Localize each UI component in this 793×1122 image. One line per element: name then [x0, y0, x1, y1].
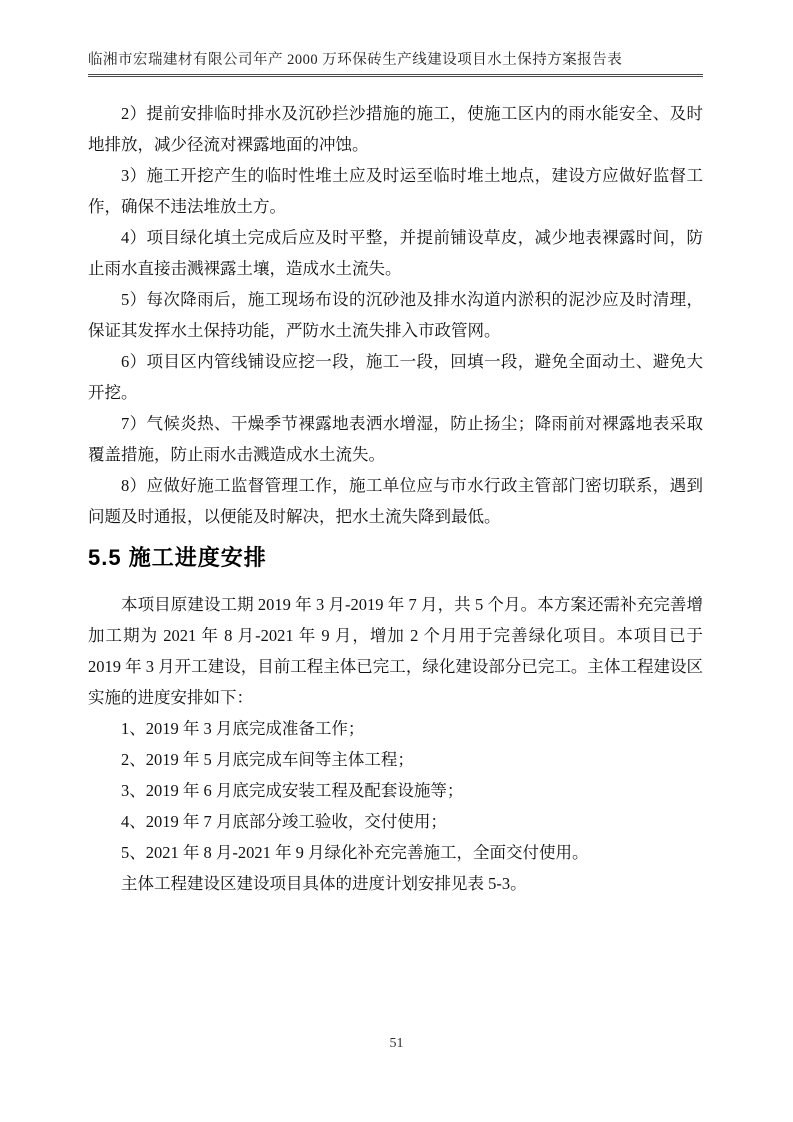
intro-paragraph: 本项目原建设工期 2019 年 3 月-2019 年 7 月，共 5 个月。本方案还需补充完善增加工期为 2021 年 8 月-2021 年 9 月，增加 2 个月用于完善绿化项目。本项目已于 2019 年 3 月开工建设，目前工程主体已完工，绿化建设部分已完工。主体工程建设区实施的进度安排如下：: [88, 595, 703, 707]
schedule-item-1: 1、2019 年 3 月底完成准备工作；: [121, 719, 365, 738]
schedule-item-2: 2、2019 年 5 月底完成车间等主体工程；: [121, 750, 414, 769]
header-title: 临湘市宏瑞建材有限公司年产 2000 万环保砖生产线建设项目水土保持方案报告表: [88, 52, 623, 68]
schedule-item-3: 3、2019 年 6 月底完成安装工程及配套设施等；: [121, 781, 464, 800]
measure-paragraph-2: 2）提前安排临时排水及沉砂拦沙措施的施工，使施工区内的雨水能安全、及时地排放，减少径流对裸露地面的冲蚀。: [88, 104, 703, 154]
schedule-item-5: 5、2021 年 8 月-2021 年 9 月绿化补充完善施工，全面交付使用。: [121, 843, 589, 862]
measure-paragraph-6: 6）项目区内管线铺设应挖一段，施工一段，回填一段，避免全面动土、避免大开挖。: [88, 352, 703, 402]
measure-paragraph-7: 7）气候炎热、干燥季节裸露地表洒水增湿，防止扬尘；降雨前对裸露地表采取覆盖措施，防止雨水击溅造成水土流失。: [88, 414, 703, 464]
schedule-item-4: 4、2019 年 7 月底部分竣工验收，交付使用；: [121, 812, 447, 831]
measure-paragraph-5: 5）每次降雨后，施工现场布设的沉砂池及排水沟道内淤积的泥沙应及时清理，保证其发挥水土保持功能，严防水土流失排入市政管网。: [88, 290, 703, 340]
measure-paragraph-4: 4）项目绿化填土完成后应及时平整，并提前铺设草皮，减少地表裸露时间，防止雨水直接击溅裸露土壤，造成水土流失。: [88, 228, 703, 278]
document-body: [88, 98, 703, 899]
page-header: [88, 48, 703, 77]
measure-paragraph-8: 8）应做好施工监督管理工作，施工单位应与市水行政主管部门密切联系，遇到问题及时通报，以便能及时解决，把水土流失降到最低。: [88, 476, 703, 526]
page-number: 51: [389, 1036, 404, 1051]
closing-paragraph: 主体工程建设区建设项目具体的进度计划安排见表 5-3。: [121, 874, 527, 893]
section-heading-5-5: 5.5 施工进度安排: [88, 545, 267, 570]
page-footer: [0, 1036, 793, 1052]
measure-paragraph-3: 3）施工开挖产生的临时性堆土应及时运至临时堆土地点，建设方应做好监督工作，确保不违法堆放土方。: [88, 166, 703, 216]
